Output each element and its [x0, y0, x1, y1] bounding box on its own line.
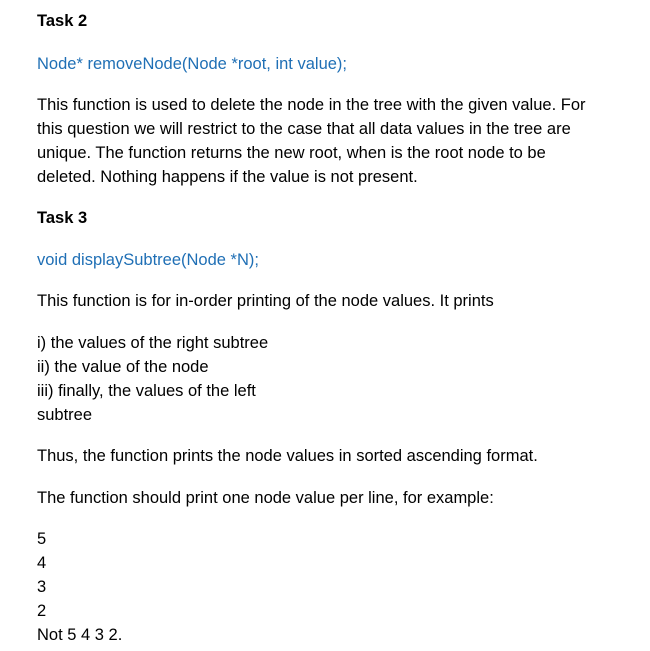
task3-example-output: [37, 527, 122, 647]
example-line: 3: [37, 578, 47, 596]
task3-step: subtree: [37, 406, 93, 424]
task3-example-intro: The function should print one node value per line, for example:: [37, 489, 494, 507]
task3-signature: void displaySubtree(Node *N);: [37, 251, 259, 269]
task2-signature: Node* removeNode(Node *root, int value);: [37, 55, 347, 73]
task3-conclusion: Thus, the function prints the node values in sorted ascending format.: [37, 447, 538, 465]
task2-description-line: This function is used to delete the node in the tree with the given value. For: [37, 96, 586, 114]
task2-description-line: deleted. Nothing happens if the value is not present.: [37, 168, 418, 186]
task2-description-line: unique. The function returns the new root, when is the root node to be: [37, 144, 546, 162]
task3-step: i) the values of the right subtree: [37, 334, 269, 352]
task3-intro: This function is for in-order printing of the node values. It prints: [37, 292, 494, 310]
task2-heading: Task 2: [37, 12, 88, 30]
task3-step: ii) the value of the node: [37, 358, 209, 376]
task3-heading: Task 3: [37, 209, 88, 227]
example-line: 2: [37, 602, 47, 620]
task3-steps: [37, 331, 268, 427]
example-line: 4: [37, 554, 47, 572]
example-line: 5: [37, 530, 47, 548]
task3-step: iii) finally, the values of the left: [37, 382, 256, 400]
task2-description: [37, 93, 586, 189]
example-line: Not 5 4 3 2.: [37, 626, 123, 644]
task2-description-line: this question we will restrict to the case that all data values in the tree are: [37, 120, 571, 138]
